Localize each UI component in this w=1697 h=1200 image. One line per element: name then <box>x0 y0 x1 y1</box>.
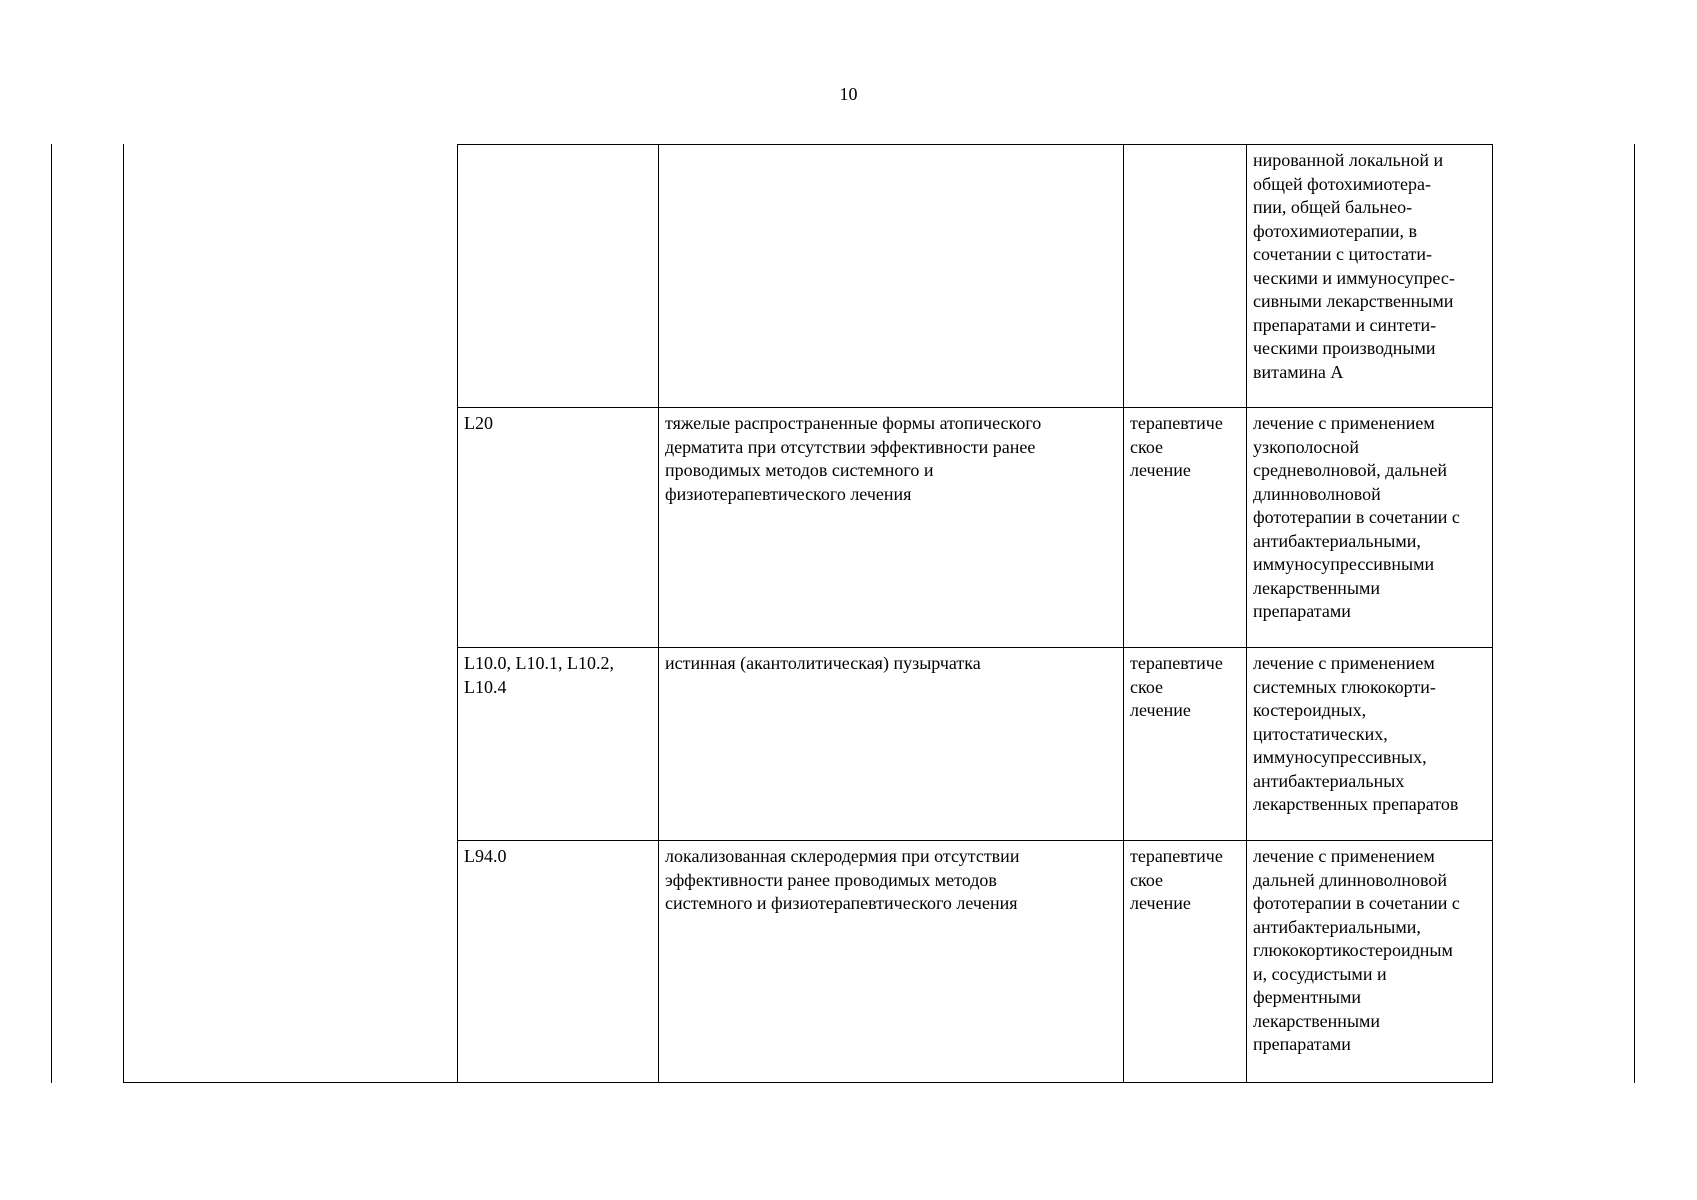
table-cell-treatment-type: терапевтиче ское лечение <box>1130 846 1223 913</box>
table-cell-code: L94.0 <box>464 846 507 866</box>
table-cell-method: лечение с применением дальней длинноволновой фототерапии в сочетании с антибактериальными, глюкокортикостероидным и, сосудистыми и ферментными лекарственными препаратами <box>1253 846 1460 1054</box>
table-border-bottom <box>123 1082 1493 1083</box>
table-cell-method: лечение с применением системных глюкокорти- костероидных, цитостатических, иммуносупрессивных, антибактериальных лекарственных препаратов <box>1253 653 1459 814</box>
table-cell-condition <box>659 145 1123 407</box>
table-cell-code: L10.0, L10.1, L10.2, L10.4 <box>464 653 614 697</box>
table-cell-treatment-type: терапевтиче ское лечение <box>1130 413 1223 480</box>
table-cell-treatment-type <box>1124 145 1246 407</box>
table-border-right <box>1492 144 1493 1083</box>
right-margin-line <box>1634 144 1635 1083</box>
page-number: 10 <box>839 84 858 104</box>
left-margin-line <box>51 144 52 1083</box>
table-cell-code: L20 <box>464 413 493 433</box>
table-cell-condition: локализованная склеродермия при отсутствии эффективности ранее проводимых методов системного и физиотерапевтического лечения <box>665 846 1020 913</box>
table-cell-method: лечение с применением узкополосной средневолновой, дальней длинноволновой фототерапии в сочетании с антибактериальными, иммуносупрессивными лекарственными препаратами <box>1253 413 1460 621</box>
table-cell-treatment-type: терапевтиче ское лечение <box>1130 653 1223 720</box>
table-cell-condition: истинная (акантолитическая) пузырчатка <box>665 653 981 673</box>
table-cell-code <box>458 145 658 407</box>
table-border-left-outer <box>123 144 124 1083</box>
table-cell-condition: тяжелые распространенные формы атопического дерматита при отсутствии эффективности ранее проводимых методов системного и физиотерапевтического лечения <box>665 413 1042 504</box>
table-cell-method: нированной локальной и общей фотохимиотера- пии, общей бальнео- фотохимиотерапии, в сочетании с цитостати- ческими и иммуносупрес- сивными лекарственными препаратами и синтети- ческими производными витамина А <box>1253 150 1455 382</box>
